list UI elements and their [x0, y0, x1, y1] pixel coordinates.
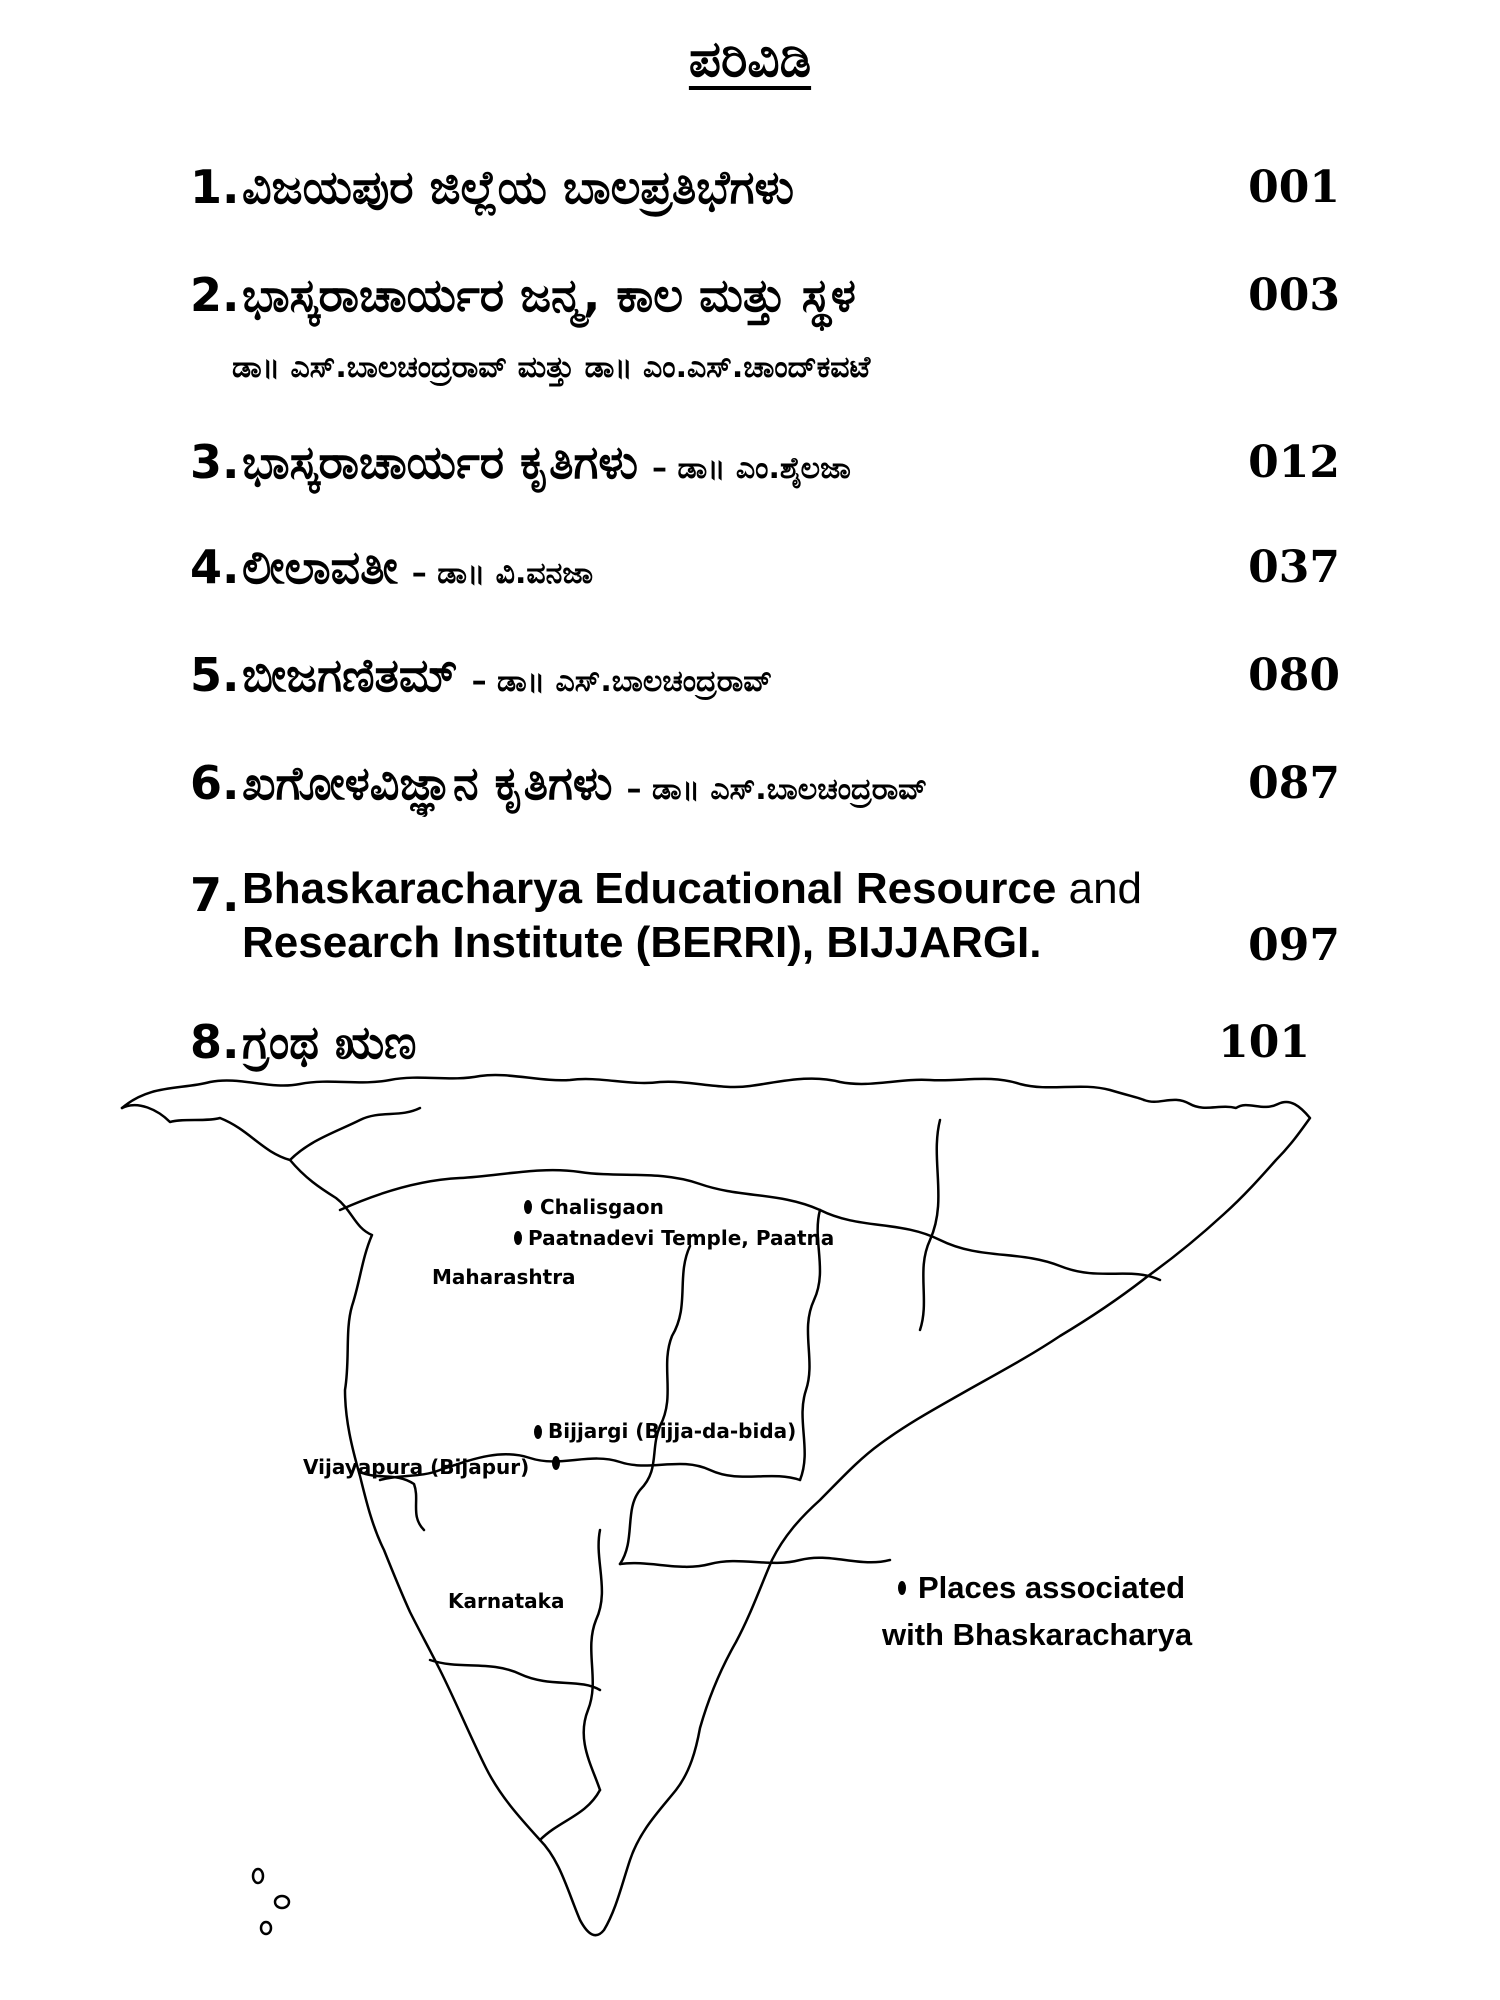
marker-patna — [514, 1231, 522, 1245]
border-odisha — [820, 1210, 1160, 1280]
entry-number: 7. — [190, 868, 240, 922]
entry-page: 037 — [1248, 542, 1340, 593]
border-chhattisgarh — [920, 1120, 940, 1330]
border-telangana-south — [620, 1558, 890, 1567]
entry-title: ಬೀಜಗಣಿತಮ್ – ಡಾ॥ ಎಸ್.ಬಾಲಚಂದ್ರರಾವ್ — [242, 648, 773, 702]
entry-2-authors: ಡಾ॥ ಎಸ್.ಬಾಲಚಂದ್ರರಾವ್ ಮತ್ತು ಡಾ॥ ಎಂ.ಎಸ್.ಚಾಂದ್‌ಕವಟೆ — [232, 350, 871, 385]
label-maharashtra: Maharashtra — [432, 1265, 576, 1289]
entry-page: 003 — [1248, 270, 1340, 321]
entry-title: ವಿಜಯಪುರ ಜಿಲ್ಲೆಯ ಬಾಲಪ್ರತಿಭೆಗಳು — [242, 160, 795, 214]
border-karnataka-east — [584, 1530, 602, 1790]
island — [275, 1896, 289, 1908]
entry-page: 101 — [1218, 1017, 1310, 1068]
label-vijayapura: Vijayapura (Bijapur) — [303, 1455, 530, 1479]
entry-page: 087 — [1248, 758, 1340, 809]
marker-chalisgaon — [524, 1200, 532, 1214]
entry-author: – ಡಾ॥ ಎಸ್.ಬಾಲಚಂದ್ರರಾವ್ — [471, 664, 773, 699]
entry-number: 5. — [190, 648, 240, 702]
entry-title: ಗ್ರಂಥ ಋಣ — [242, 1015, 417, 1069]
island — [261, 1922, 271, 1934]
entry-author: – ಡಾ॥ ವಿ.ವನಜಾ — [411, 556, 594, 591]
india-map — [0, 1060, 1500, 2000]
entry-number: 2. — [190, 268, 240, 322]
border-telangana-west — [620, 1246, 690, 1564]
entry-page: 012 — [1248, 437, 1340, 488]
entry-title: ಭಾಸ್ಕರಾಚಾರ್ಯರ ಕೃತಿಗಳು – ಡಾ॥ ಎಂ.ಶೈಲಜಾ — [242, 435, 851, 489]
entry-page: 001 — [1248, 162, 1340, 213]
label-patna: Paatnadevi Temple, Paatna — [528, 1226, 835, 1250]
marker-vijayapura — [552, 1456, 560, 1470]
border-karnataka-south — [430, 1660, 600, 1690]
entry-author: – ಡಾ॥ ಎಸ್.ಬಾಲಚಂದ್ರರಾವ್ — [626, 772, 928, 807]
label-karnataka: Karnataka — [448, 1589, 565, 1613]
label-bijjargi: Bijjargi (Bijja-da-bida) — [548, 1419, 797, 1443]
legend-line2: with Bhaskaracharya — [882, 1617, 1193, 1652]
entry-title-line1-suffix: and — [1068, 864, 1143, 913]
island — [253, 1869, 263, 1883]
entry-author: – ಡಾ॥ ಎಂ.ಶೈಲಜಾ — [652, 451, 851, 486]
entry-number: 6. — [190, 756, 240, 810]
legend-line1: Places associated — [918, 1570, 1186, 1605]
marker-legend — [898, 1581, 906, 1595]
label-chalisgaon: Chalisgaon — [540, 1195, 664, 1219]
entry-title-line1: Bhaskaracharya Educational Resource — [242, 864, 1057, 913]
entry-title: ಲೀಲಾವತೀ – ಡಾ॥ ವಿ.ವನಜಾ — [242, 540, 594, 594]
page-title: ಪರಿವಿಡಿ — [688, 30, 812, 88]
marker-bijjargi — [534, 1425, 542, 1439]
entry-number: 1. — [190, 160, 240, 214]
border-goa — [360, 1472, 424, 1530]
entry-page: 097 — [1248, 920, 1340, 971]
entry-title-line2: Research Institute (BERRI), BIJJARGI. — [242, 918, 1042, 967]
place-markers — [514, 1200, 906, 1595]
entry-title: ಭಾಸ್ಕರಾಚಾರ್ಯರ ಜನ್ಮ, ಕಾಲ ಮತ್ತು ಸ್ಥಳ — [242, 268, 856, 322]
northern-border — [122, 1075, 1144, 1108]
entry-page: 080 — [1248, 650, 1340, 701]
border-gujarat — [290, 1108, 420, 1160]
entry-number: 8. — [190, 1015, 240, 1069]
entry-title: ಖಗೋಳವಿಜ್ಞಾನ ಕೃತಿಗಳು – ಡಾ॥ ಎಸ್.ಬಾಲಚಂದ್ರರಾವ್ — [242, 756, 928, 810]
toc-entry-7 — [190, 862, 1350, 972]
islands — [253, 1869, 289, 1934]
entry-number: 3. — [190, 435, 240, 489]
entry-title — [242, 862, 1142, 970]
entry-number: 4. — [190, 540, 240, 594]
border-kerala — [540, 1790, 600, 1840]
border-maharashtra-east — [800, 1210, 820, 1480]
